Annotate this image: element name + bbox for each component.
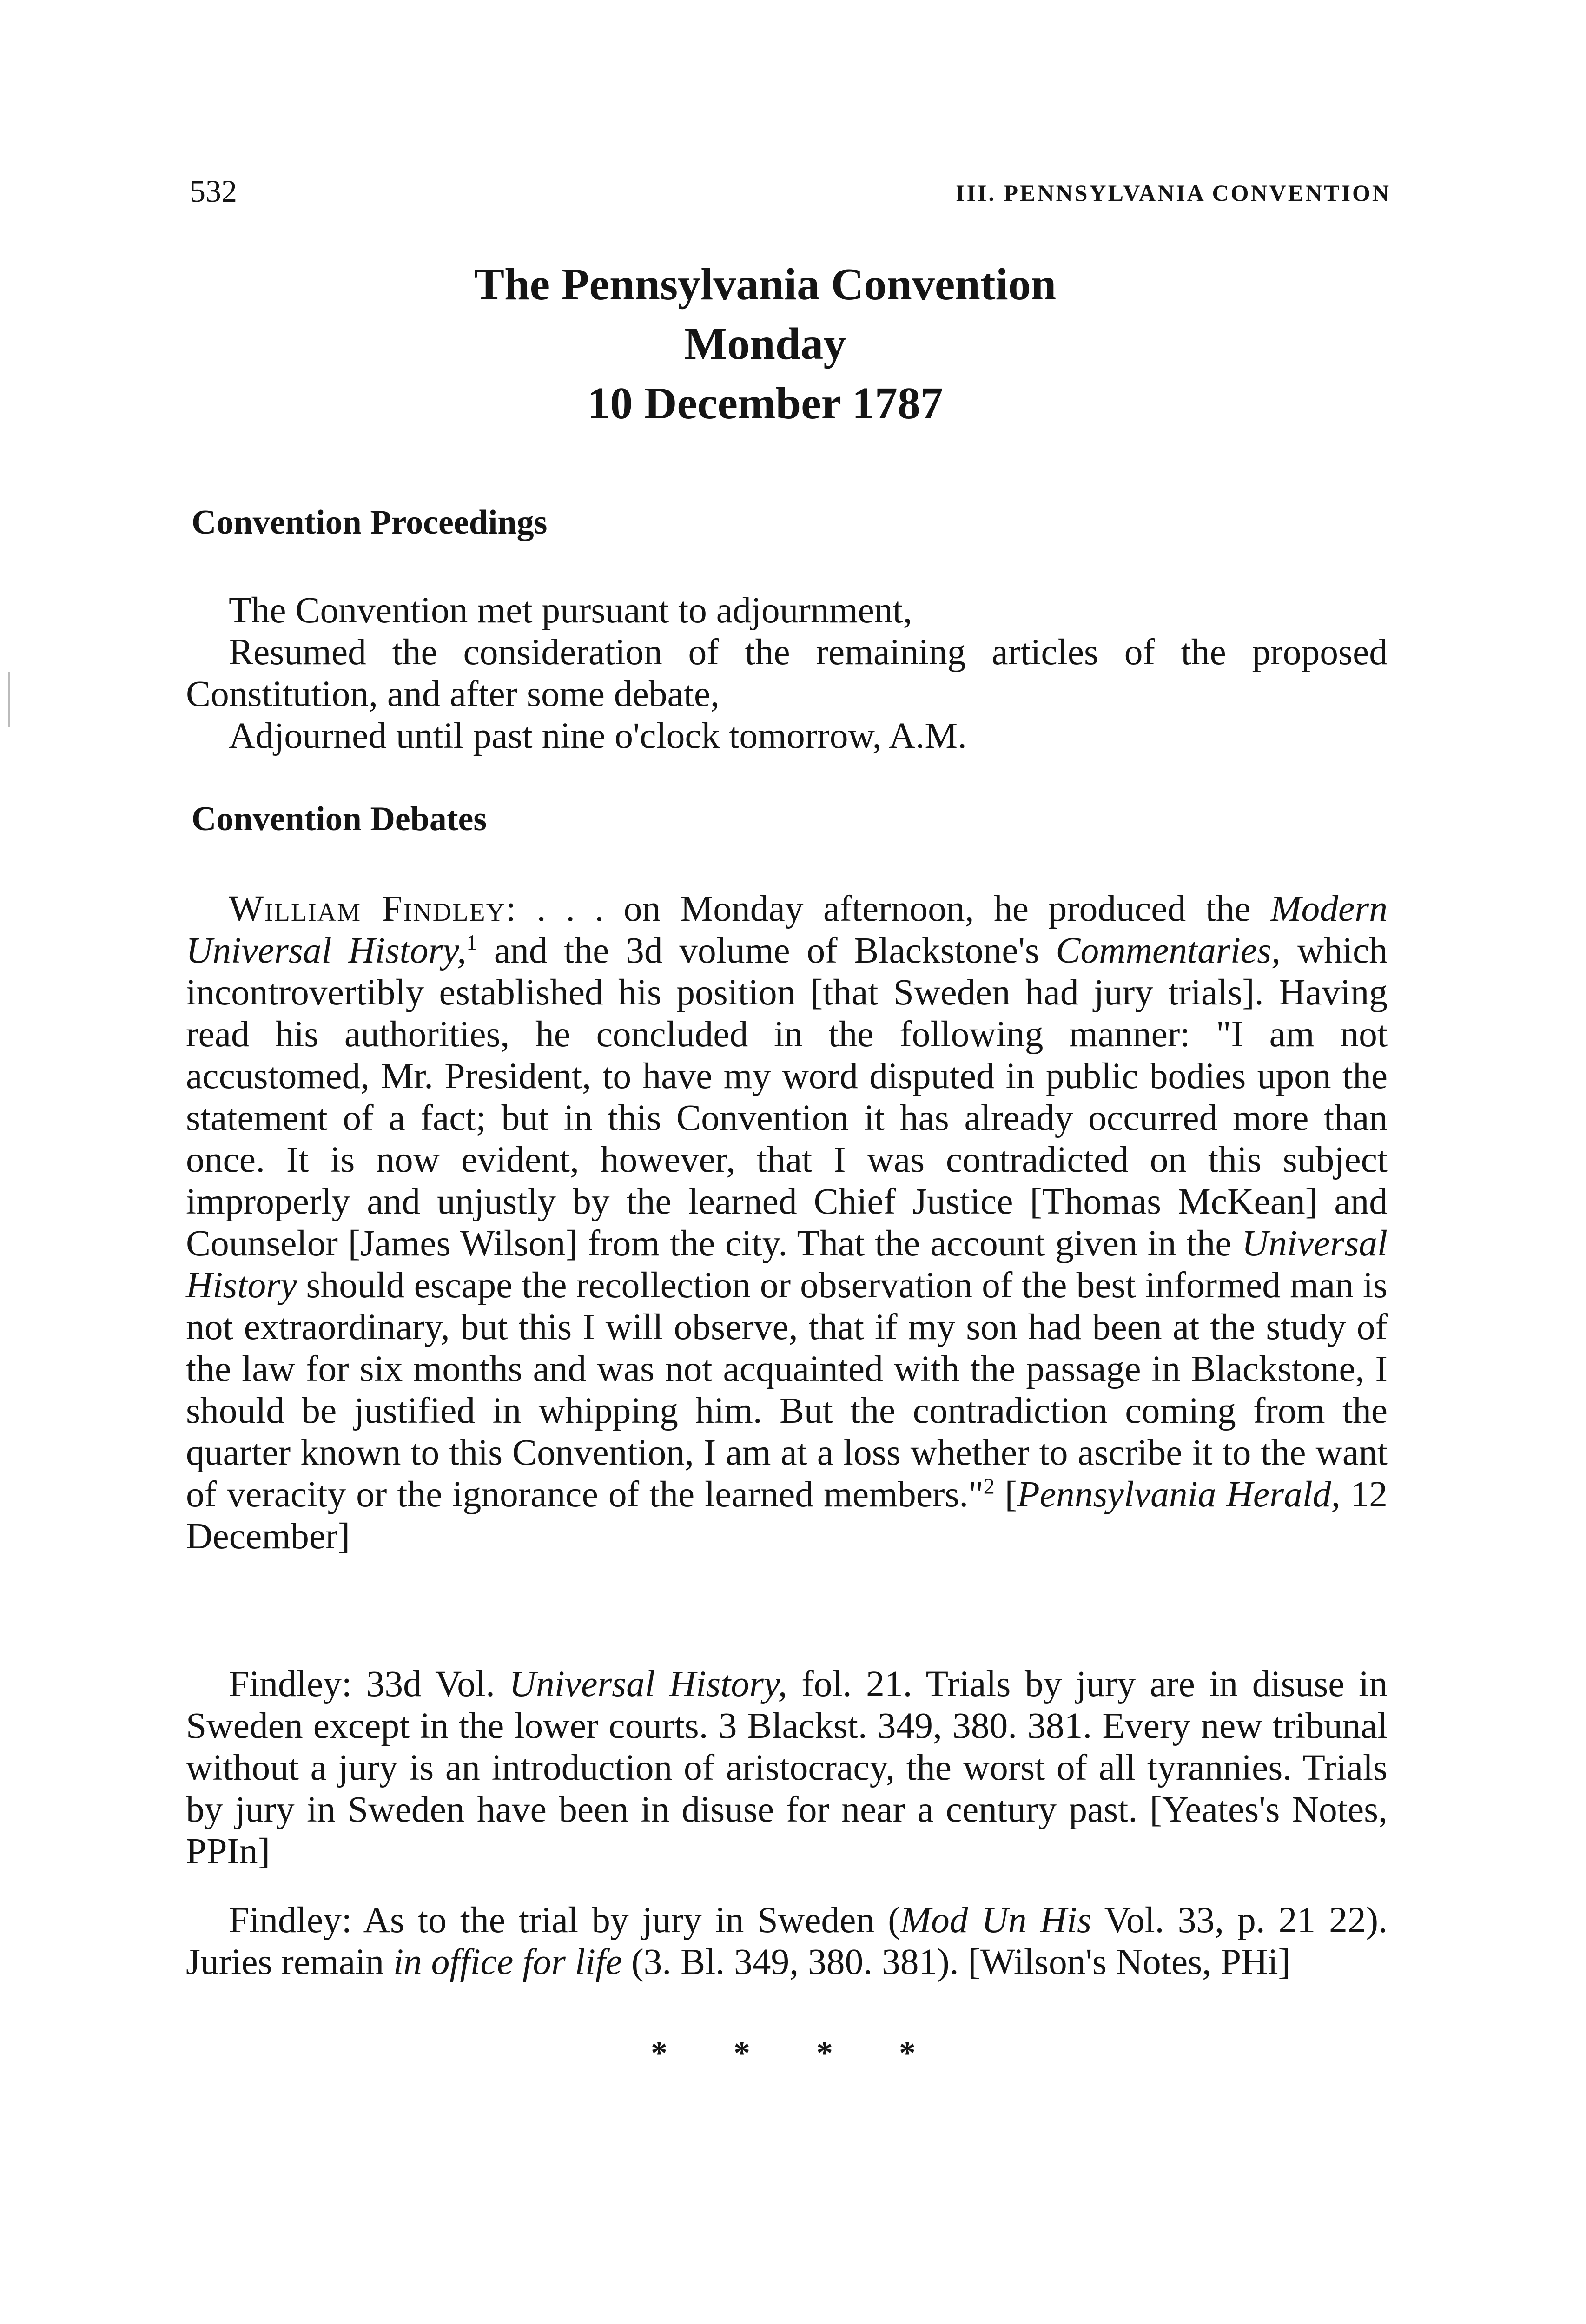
footnote-marker-1: 1: [466, 930, 478, 955]
italic-title: Universal History,: [509, 1664, 787, 1704]
speaker-name: William Findley:: [229, 888, 517, 929]
proceedings-heading: Convention Proceedings: [192, 503, 548, 541]
paragraph-text: and the 3d volume of Blackstone's: [477, 930, 1056, 971]
running-head: [190, 173, 1391, 215]
proceedings-line-2: Resumed the consideration of the remaining articles of the proposed Constitution, and after some debate,: [186, 632, 1388, 714]
section-break-ornament: * * * *: [651, 2034, 945, 2072]
paragraph-text: should escape the recollection or observation of the best informed man is not extraordinary, but this I will observe, that if my son had been at the study of the law for six months and was not acquainted with the passage in Blackstone, I should be justified in whipping him. But the contradiction coming from the quarter known to this Convention, I am at a loss whether to ascribe it to the want of veracity or the ignorance of the learned members.": [186, 1265, 1388, 1515]
findley-paragraph-2: [186, 1663, 1388, 1872]
italic-source: Pennsylvania Herald,: [1017, 1474, 1341, 1515]
margin-mark: [8, 672, 10, 727]
italic-title: Commentaries,: [1056, 930, 1281, 971]
italic-title: Universal History: [186, 1223, 1388, 1306]
title-line-3: 10 December 1787: [587, 378, 943, 429]
paragraph-text: Vol. 33, p. 21 22). Juries remain: [186, 1900, 1388, 1982]
proceedings-line-3: Adjourned until past nine o'clock tomorrow, A.M.: [229, 715, 967, 756]
italic-title: Modern Universal History,: [186, 888, 1388, 971]
footnote-marker-2: 2: [983, 1474, 995, 1499]
page-title: [0, 255, 1586, 433]
findley-paragraph-3: [186, 1899, 1388, 1983]
italic-phrase: in office for life: [393, 1941, 622, 1982]
page-number: 532: [190, 173, 237, 209]
paragraph-text: fol. 21. Trials by jury are in disuse in Sweden except in the lower courts. 3 Blackst. 349, 380. 381. Every new tribunal without a jury is an introduction of aristocracy, the worst of all tyrannies. Trials by jury in Sweden have been in disuse for near a century past. [Yeates's Notes, PPIn]: [186, 1664, 1388, 1872]
paragraph-text: Findley: As to the trial by jury in Sweden (: [229, 1900, 900, 1941]
title-line-1: The Pennsylvania Convention: [474, 259, 1057, 310]
italic-abbrev: Mod Un His: [900, 1900, 1092, 1941]
paragraph-text: 12 December]: [186, 1474, 1388, 1557]
paragraph-text: Findley: 33d Vol.: [229, 1664, 509, 1704]
title-line-2: Monday: [684, 319, 846, 369]
debates-heading: Convention Debates: [192, 800, 487, 838]
paragraph-text: [: [994, 1474, 1018, 1515]
paragraph-text: (3. Bl. 349, 380. 381). [Wilson's Notes, PHi]: [622, 1941, 1291, 1982]
running-title: III. PENNSYLVANIA CONVENTION: [956, 180, 1391, 206]
findley-paragraph-1: [186, 888, 1388, 1557]
paragraph-text: which incontrovertibly established his position [that Sweden had jury trials]. Having read his authorities, he concluded in the following manner: "I am not accustomed, Mr. President, to have my word disputed in public bodies upon the statement of a fact; but in this Convention it has already occurred more than once. It is now evident, however, that I was contradicted on this subject improperly and unjustly by the learned Chief Justice [Thomas McKean] and Counselor [James Wilson] from the city. That the account given in the: [186, 930, 1388, 1264]
proceedings-line-1: The Convention met pursuant to adjournment,: [229, 590, 912, 631]
paragraph-text: . . . on Monday afternoon, he produced the: [517, 888, 1271, 929]
